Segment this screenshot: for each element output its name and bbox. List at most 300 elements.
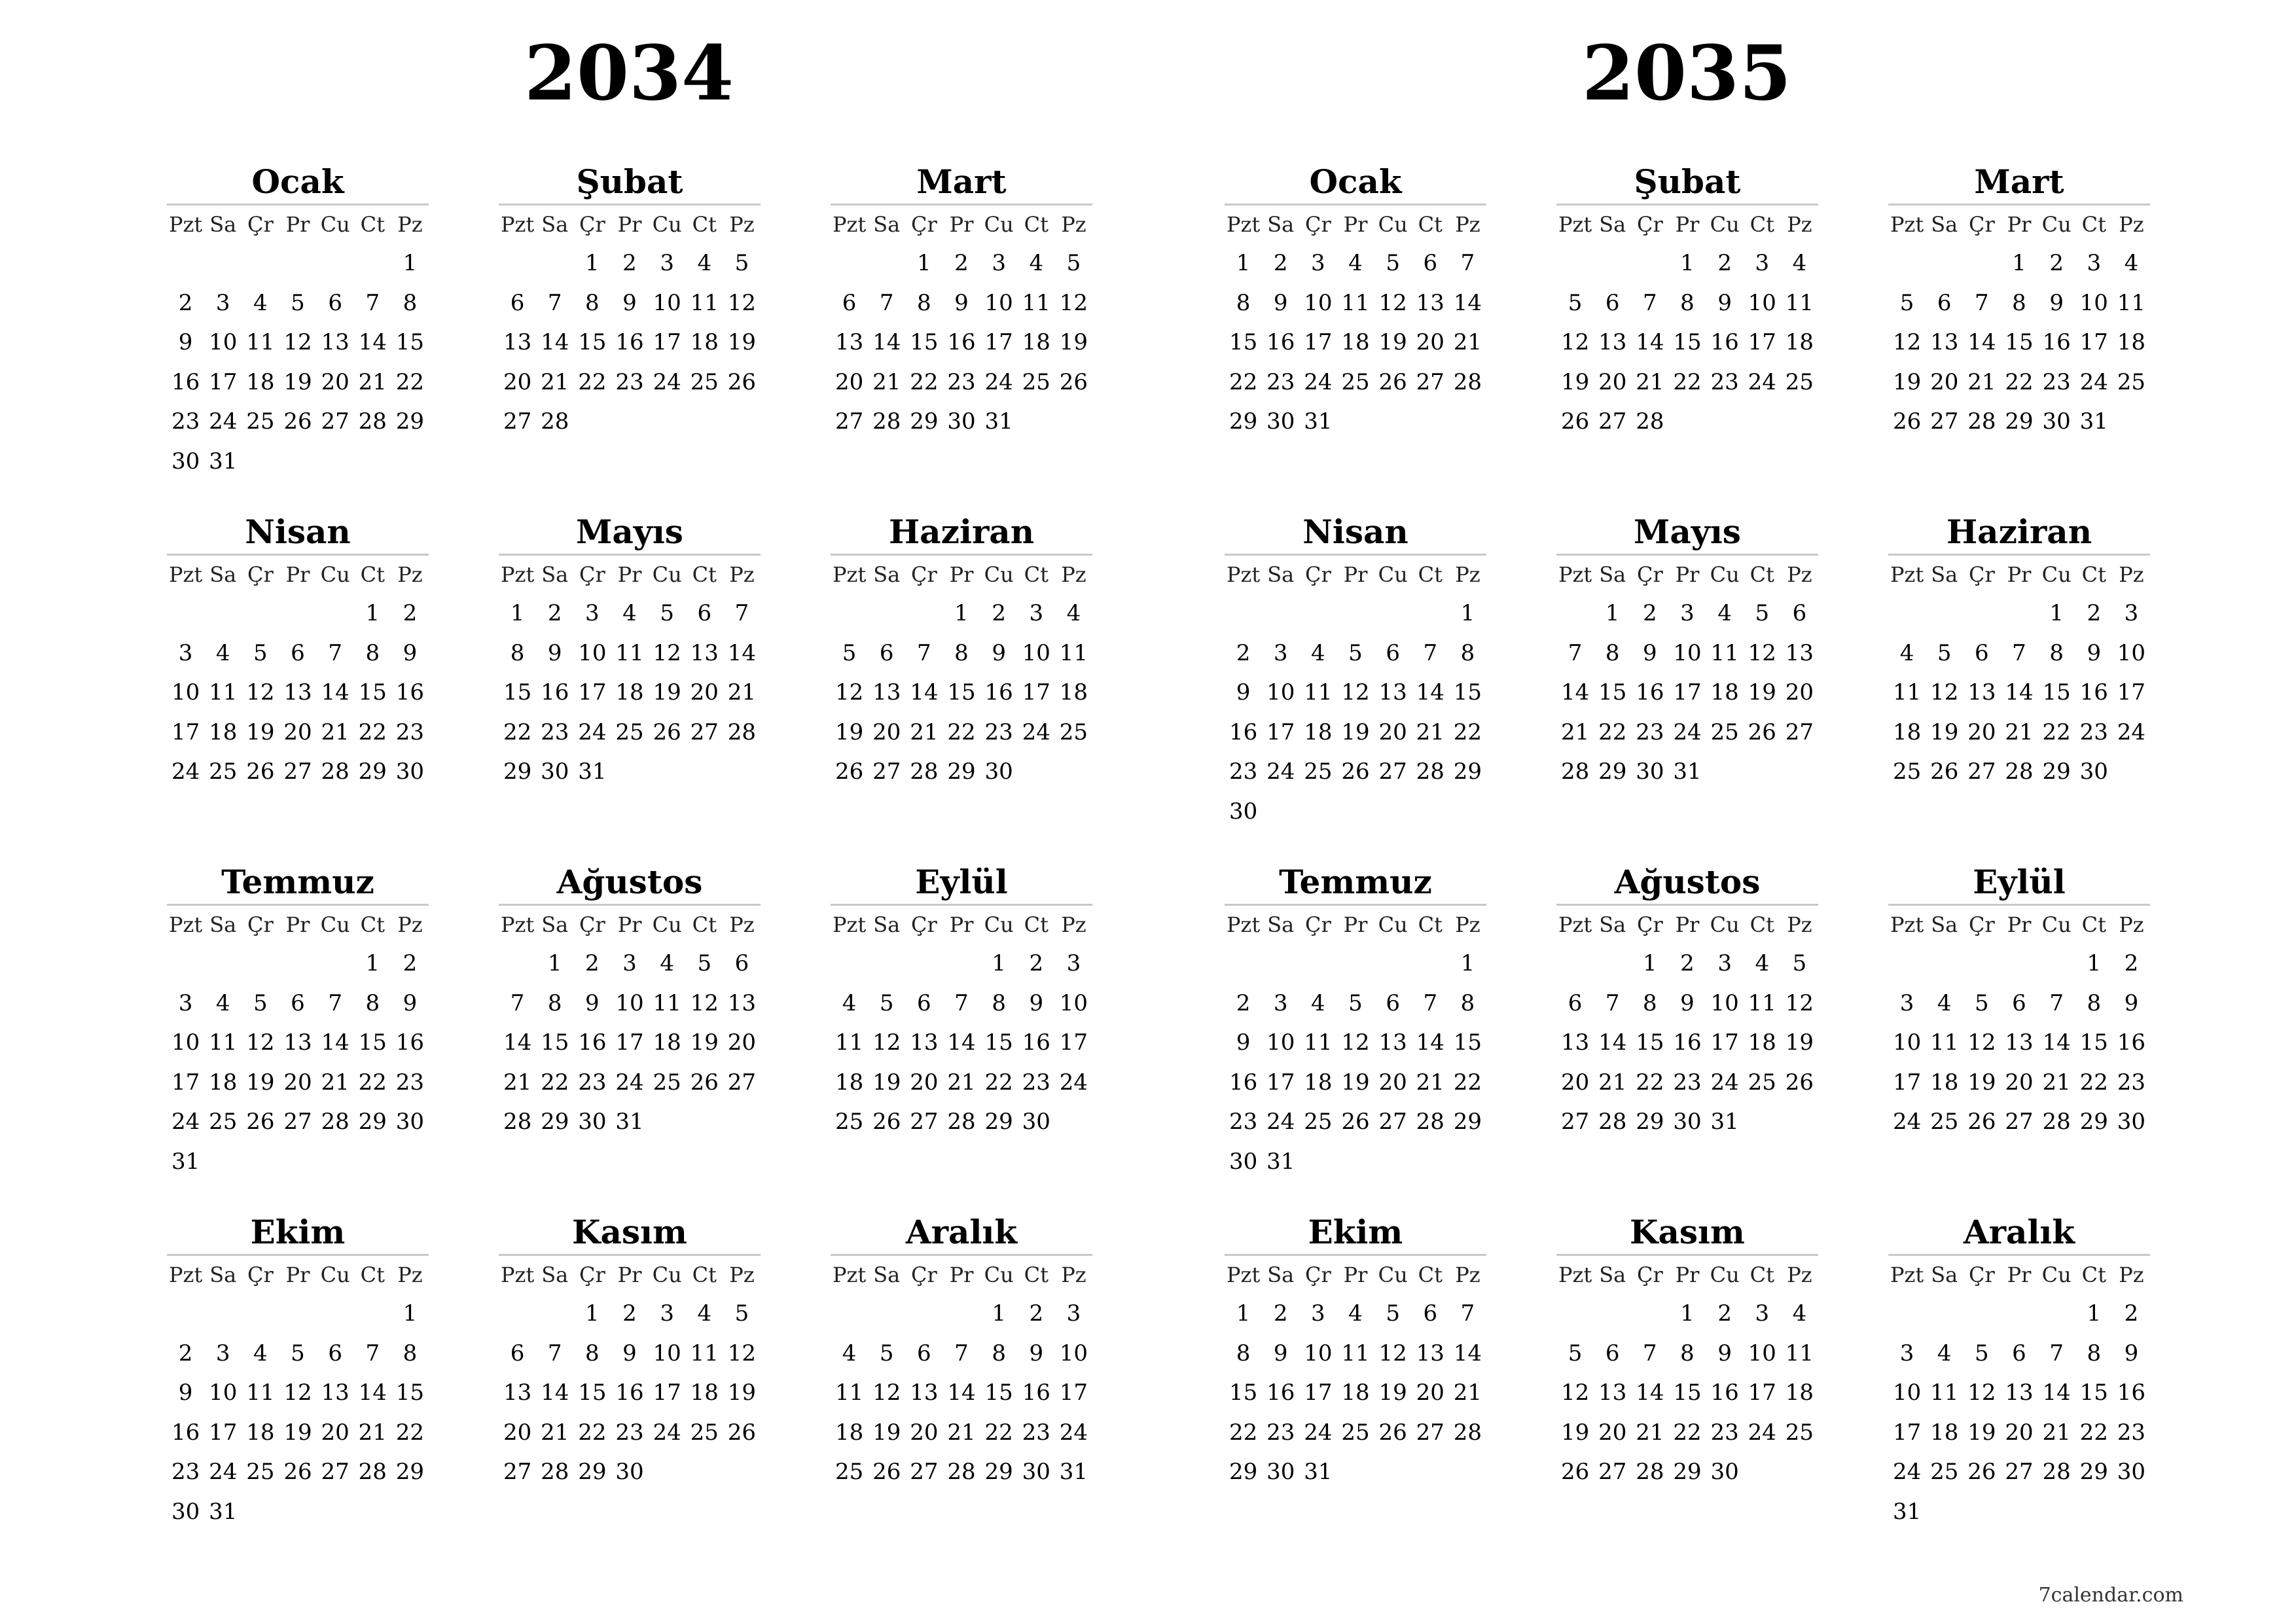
day-cell: 25	[1930, 1109, 1959, 1135]
day-cell: 9	[403, 639, 418, 666]
day-cell: 22	[358, 719, 387, 745]
day-cell: 27	[872, 758, 901, 785]
day-cell: 12	[1892, 329, 1922, 355]
weekday-label: Ct	[1024, 562, 1049, 587]
weekday-label: Çr	[910, 562, 937, 587]
weekday-label: Pz	[397, 212, 423, 237]
weekday-label: Çr	[1636, 212, 1663, 237]
weekday-label: Sa	[873, 912, 901, 937]
weekday-label: Çr	[247, 1262, 274, 1287]
day-cell: 8	[2087, 990, 2102, 1016]
day-cell: 5	[1348, 639, 1363, 666]
weekday-label: Sa	[1267, 1262, 1295, 1287]
day-cell: 5	[842, 639, 857, 666]
weekday-label: Pz	[1061, 212, 1086, 237]
weekday-label: Pzt	[1890, 1262, 1924, 1287]
day-cell: 30	[1710, 1459, 1739, 1485]
day-cell: 5	[697, 950, 712, 976]
day-cell: 31	[615, 1109, 644, 1135]
day-cell: 8	[2049, 639, 2064, 666]
day-cell: 21	[1967, 368, 1996, 395]
day-cell: 23	[171, 1459, 200, 1485]
month-block	[831, 1211, 1092, 1492]
day-cell: 5	[253, 639, 268, 666]
empty-cell	[536, 1294, 573, 1334]
weekday-label: Ct	[1749, 562, 1774, 587]
day-cell: 8	[403, 289, 418, 316]
day-cell: 23	[1636, 719, 1664, 745]
weekday-label: Cu	[652, 562, 682, 587]
day-cell: 10	[2117, 639, 2146, 666]
day-cell: 26	[872, 1459, 901, 1485]
day-cell: 26	[1967, 1459, 1996, 1485]
month-name: Nisan	[1302, 512, 1408, 551]
day-cell: 14	[541, 329, 569, 355]
empty-cell	[1556, 1294, 1594, 1334]
day-cell: 20	[1598, 1419, 1627, 1446]
day-cell: 3	[992, 250, 1006, 276]
day-cell: 26	[727, 1419, 757, 1446]
day-cell: 24	[171, 758, 200, 785]
day-cell: 5	[1386, 250, 1400, 276]
day-cell: 30	[615, 1459, 644, 1485]
day-cell: 13	[2005, 1380, 2034, 1406]
month-name: Eylül	[1973, 863, 2066, 901]
weekday-label: Ct	[1024, 212, 1049, 237]
day-cell: 28	[503, 1109, 532, 1135]
month-block	[831, 160, 1092, 442]
month-block	[499, 510, 761, 792]
day-cell: 14	[1560, 679, 1590, 705]
day-cell: 1	[992, 950, 1006, 976]
month-block	[1225, 160, 1486, 442]
month-grid	[1556, 554, 1818, 792]
day-cell: 29	[358, 758, 387, 785]
month-grid	[499, 1254, 761, 1492]
weekday-label: Sa	[1931, 1262, 1958, 1287]
empty-cell	[868, 1294, 905, 1334]
day-cell: 16	[2117, 1029, 2146, 1056]
weekday-label: Pz	[2119, 212, 2144, 237]
day-cell: 27	[1378, 1109, 1407, 1135]
empty-cell	[317, 944, 354, 984]
day-cell: 4	[622, 600, 637, 626]
day-cell: 2	[2124, 950, 2139, 976]
day-cell: 26	[1967, 1109, 1996, 1135]
day-cell: 17	[1892, 1069, 1922, 1096]
day-cell: 26	[1378, 368, 1407, 395]
day-cell: 22	[1229, 1419, 1258, 1446]
day-cell: 13	[283, 1029, 312, 1056]
day-cell: 23	[578, 1069, 607, 1096]
weekday-label: Cu	[1710, 212, 1740, 237]
day-cell: 25	[209, 1109, 238, 1135]
day-cell: 10	[1266, 1029, 1295, 1056]
weekday-label: Pr	[1675, 562, 1700, 587]
day-cell: 3	[178, 639, 193, 666]
empty-cell	[279, 594, 316, 633]
day-cell: 21	[1598, 1069, 1627, 1096]
month-block	[1225, 1211, 1486, 1492]
day-cell: 30	[2042, 408, 2071, 435]
day-cell: 17	[1266, 1069, 1295, 1096]
day-cell: 2	[403, 600, 418, 626]
day-cell: 5	[734, 250, 749, 276]
day-cell: 3	[2087, 250, 2102, 276]
weekday-label: Pzt	[168, 1262, 203, 1287]
day-cell: 1	[917, 250, 931, 276]
day-cell: 4	[842, 1340, 857, 1366]
day-cell: 29	[1453, 1109, 1482, 1135]
day-cell: 1	[2087, 1300, 2102, 1327]
day-cell: 28	[872, 408, 901, 435]
day-cell: 28	[2005, 758, 2034, 785]
month-name: Kasım	[1630, 1213, 1745, 1251]
day-cell: 16	[1022, 1029, 1050, 1056]
day-cell: 29	[503, 758, 532, 785]
day-cell: 19	[690, 1029, 719, 1056]
day-cell: 3	[622, 950, 637, 976]
day-cell: 7	[1643, 289, 1657, 316]
empty-cell	[1412, 944, 1449, 984]
day-cell: 8	[992, 1340, 1006, 1366]
day-cell: 23	[395, 719, 425, 745]
day-cell: 28	[910, 758, 939, 785]
day-cell: 9	[622, 1340, 637, 1366]
day-cell: 21	[1636, 1419, 1664, 1446]
day-cell: 3	[215, 1340, 230, 1366]
weekday-label: Sa	[873, 212, 901, 237]
day-cell: 15	[2005, 329, 2034, 355]
month-block	[167, 510, 429, 792]
day-cell: 8	[365, 990, 380, 1016]
day-cell: 4	[1311, 639, 1325, 666]
weekday-label: Çr	[1304, 912, 1331, 937]
day-cell: 10	[1892, 1029, 1922, 1056]
day-cell: 16	[1022, 1380, 1050, 1406]
day-cell: 18	[834, 1419, 864, 1446]
day-cell: 30	[395, 1109, 425, 1135]
empty-cell	[868, 594, 905, 633]
day-cell: 15	[1453, 1029, 1482, 1056]
day-cell: 25	[653, 1069, 681, 1096]
day-cell: 30	[984, 758, 1013, 785]
month-name: Ekim	[250, 1213, 346, 1251]
month-grid	[1225, 904, 1486, 1181]
day-cell: 25	[2117, 368, 2146, 395]
day-cell: 8	[1460, 639, 1475, 666]
day-cell: 21	[1453, 329, 1482, 355]
month-grid	[1888, 1254, 2150, 1531]
day-cell: 2	[403, 950, 418, 976]
empty-cell	[242, 594, 279, 633]
day-cell: 17	[171, 1069, 200, 1096]
day-cell: 5	[1755, 600, 1770, 626]
day-cell: 27	[321, 1459, 350, 1485]
day-cell: 9	[1029, 1340, 1044, 1366]
day-cell: 19	[1967, 1069, 1996, 1096]
day-cell: 14	[321, 1029, 350, 1056]
empty-cell	[1374, 594, 1412, 633]
day-cell: 2	[1717, 250, 1732, 276]
day-cell: 26	[1892, 408, 1922, 435]
weekday-label: Pr	[1675, 1262, 1700, 1287]
day-cell: 27	[834, 408, 864, 435]
weekday-label: Pz	[397, 1262, 423, 1287]
weekday-label: Sa	[1931, 212, 1958, 237]
day-cell: 4	[253, 289, 268, 316]
day-cell: 21	[872, 368, 901, 395]
weekday-label: Çr	[247, 562, 274, 587]
month-grid	[167, 904, 429, 1181]
day-cell: 10	[578, 639, 607, 666]
day-cell: 12	[1785, 990, 1814, 1016]
day-cell: 23	[1710, 1419, 1739, 1446]
weekday-label: Pr	[2007, 912, 2032, 937]
day-cell: 25	[1748, 1069, 1776, 1096]
day-cell: 9	[1273, 1340, 1288, 1366]
day-cell: 17	[1748, 329, 1776, 355]
day-cell: 10	[1304, 289, 1333, 316]
day-cell: 3	[1029, 600, 1044, 626]
day-cell: 13	[283, 679, 312, 705]
day-cell: 30	[1266, 408, 1295, 435]
day-cell: 2	[1273, 1300, 1288, 1327]
day-cell: 15	[541, 1029, 569, 1056]
day-cell: 30	[171, 1498, 200, 1525]
weekday-label: Pzt	[832, 1262, 867, 1287]
day-cell: 28	[321, 1109, 350, 1135]
day-cell: 30	[1636, 758, 1664, 785]
day-cell: 11	[690, 1340, 719, 1366]
day-cell: 15	[395, 1380, 425, 1406]
day-cell: 20	[283, 1069, 312, 1096]
day-cell: 29	[1453, 758, 1482, 785]
day-cell: 8	[365, 639, 380, 666]
day-cell: 22	[984, 1069, 1013, 1096]
weekday-label: Ct	[692, 1262, 717, 1287]
month-name: Haziran	[1946, 512, 2092, 551]
empty-cell	[204, 594, 242, 633]
day-cell: 28	[1453, 1419, 1482, 1446]
day-cell: 9	[1236, 679, 1251, 705]
empty-cell	[317, 1294, 354, 1334]
day-cell: 15	[503, 679, 532, 705]
day-cell: 28	[1967, 408, 1996, 435]
day-cell: 11	[1930, 1029, 1959, 1056]
day-cell: 6	[2012, 1340, 2026, 1366]
day-cell: 30	[1229, 1148, 1258, 1175]
day-cell: 4	[1348, 250, 1363, 276]
day-cell: 26	[246, 758, 275, 785]
empty-cell	[2038, 1294, 2075, 1334]
day-cell: 21	[503, 1069, 532, 1096]
day-cell: 5	[1975, 990, 1989, 1016]
day-cell: 17	[2117, 679, 2146, 705]
weekday-label: Pr	[285, 912, 310, 937]
day-cell: 16	[1266, 329, 1295, 355]
day-cell: 5	[1975, 1340, 1989, 1366]
weekday-label: Cu	[652, 212, 682, 237]
day-cell: 5	[879, 1340, 894, 1366]
weekday-label: Çr	[579, 1262, 605, 1287]
day-cell: 1	[2087, 950, 2102, 976]
day-cell: 15	[910, 329, 939, 355]
day-cell: 23	[1266, 1419, 1295, 1446]
empty-cell	[167, 944, 204, 984]
day-cell: 13	[1560, 1029, 1590, 1056]
day-cell: 6	[328, 1340, 342, 1366]
day-cell: 10	[1266, 679, 1295, 705]
empty-cell	[1888, 1294, 1926, 1334]
day-cell: 18	[246, 368, 275, 395]
weekday-label: Sa	[1267, 212, 1295, 237]
day-cell: 27	[2005, 1109, 2034, 1135]
day-cell: 9	[992, 639, 1006, 666]
weekday-label: Ct	[692, 562, 717, 587]
day-cell: 17	[578, 679, 607, 705]
year-title: 2034	[524, 29, 734, 118]
day-cell: 16	[2079, 679, 2108, 705]
weekday-label: Pr	[949, 562, 974, 587]
day-cell: 20	[503, 368, 532, 395]
day-cell: 29	[1673, 1459, 1702, 1485]
day-cell: 21	[2005, 719, 2034, 745]
weekday-label: Pr	[1343, 562, 1368, 587]
day-cell: 12	[872, 1380, 901, 1406]
weekday-label: Çr	[247, 912, 274, 937]
empty-cell	[1412, 594, 1449, 633]
month-block	[167, 160, 429, 481]
day-cell: 8	[1643, 990, 1657, 1016]
weekday-label: Çr	[1304, 212, 1331, 237]
day-cell: 15	[1453, 679, 1482, 705]
day-cell: 10	[653, 1340, 681, 1366]
day-cell: 6	[510, 1340, 525, 1366]
day-cell: 23	[1229, 1109, 1258, 1135]
month-block	[167, 1211, 429, 1531]
weekday-label: Cu	[320, 1262, 350, 1287]
day-cell: 6	[1423, 1300, 1438, 1327]
month-name: Şubat	[576, 162, 683, 201]
day-cell: 11	[834, 1380, 864, 1406]
day-cell: 16	[1673, 1029, 1702, 1056]
weekday-label: Pr	[2007, 1262, 2032, 1287]
day-cell: 1	[1605, 600, 1620, 626]
day-cell: 17	[1266, 719, 1295, 745]
weekday-label: Ct	[2081, 562, 2106, 587]
empty-cell	[2000, 944, 2037, 984]
weekday-label: Çr	[1636, 912, 1663, 937]
empty-cell	[499, 944, 536, 984]
weekday-label: Ct	[360, 562, 385, 587]
day-cell: 9	[403, 990, 418, 1016]
month-block	[499, 861, 761, 1142]
weekday-label: Pr	[617, 562, 642, 587]
day-cell: 25	[1785, 368, 1814, 395]
month-block	[1225, 861, 1486, 1181]
day-cell: 31	[1710, 1109, 1739, 1135]
day-cell: 24	[1059, 1419, 1088, 1446]
day-cell: 7	[1643, 1340, 1657, 1366]
day-cell: 20	[1560, 1069, 1590, 1096]
weekday-label: Pr	[285, 562, 310, 587]
day-cell: 7	[879, 289, 894, 316]
empty-cell	[279, 944, 316, 984]
day-cell: 6	[1386, 990, 1400, 1016]
day-cell: 18	[246, 1419, 275, 1446]
day-cell: 8	[2087, 1340, 2102, 1366]
day-cell: 15	[578, 329, 607, 355]
weekday-label: Çr	[910, 1262, 937, 1287]
weekday-label: Pz	[1787, 912, 1812, 937]
month-name: Nisan	[245, 512, 351, 551]
day-cell: 4	[697, 1300, 712, 1327]
month-block	[1556, 510, 1818, 792]
weekday-label: Cu	[1710, 562, 1740, 587]
day-cell: 8	[1680, 289, 1695, 316]
weekday-label: Pzt	[500, 1262, 535, 1287]
day-cell: 9	[622, 289, 637, 316]
day-cell: 15	[578, 1380, 607, 1406]
day-cell: 7	[917, 639, 931, 666]
day-cell: 27	[283, 1109, 312, 1135]
day-cell: 16	[947, 329, 976, 355]
day-cell: 21	[358, 368, 387, 395]
weekday-label: Pzt	[168, 912, 203, 937]
day-cell: 31	[1266, 1148, 1295, 1175]
day-cell: 25	[209, 758, 238, 785]
day-cell: 17	[209, 368, 238, 395]
month-block	[1556, 160, 1818, 442]
day-cell: 21	[321, 1069, 350, 1096]
day-cell: 27	[727, 1069, 757, 1096]
month-block	[1888, 861, 2150, 1142]
day-cell: 21	[1636, 368, 1664, 395]
day-cell: 29	[984, 1109, 1013, 1135]
day-cell: 4	[1348, 1300, 1363, 1327]
weekday-label: Pzt	[1890, 212, 1924, 237]
empty-cell	[1594, 243, 1631, 283]
day-cell: 11	[1304, 1029, 1333, 1056]
day-cell: 12	[283, 1380, 312, 1406]
day-cell: 17	[209, 1419, 238, 1446]
day-cell: 3	[1273, 990, 1288, 1016]
day-cell: 2	[2049, 250, 2064, 276]
day-cell: 2	[1236, 990, 1251, 1016]
day-cell: 13	[321, 1380, 350, 1406]
day-cell: 14	[1416, 1029, 1444, 1056]
day-cell: 17	[615, 1029, 644, 1056]
weekday-label: Sa	[873, 1262, 901, 1287]
month-grid	[1888, 204, 2150, 442]
day-cell: 14	[2042, 1029, 2071, 1056]
day-cell: 16	[578, 1029, 607, 1056]
day-cell: 10	[1022, 639, 1050, 666]
weekday-label: Cu	[320, 912, 350, 937]
weekday-label: Pzt	[1226, 562, 1261, 587]
day-cell: 28	[727, 719, 757, 745]
empty-cell	[1225, 594, 1262, 633]
day-cell: 24	[653, 1419, 681, 1446]
day-cell: 8	[1460, 990, 1475, 1016]
day-cell: 20	[1598, 368, 1627, 395]
weekday-label: Pzt	[832, 912, 867, 937]
day-cell: 13	[1416, 289, 1444, 316]
weekday-label: Pzt	[168, 212, 203, 237]
weekday-label: Pr	[2007, 562, 2032, 587]
weekday-label: Cu	[2041, 562, 2072, 587]
